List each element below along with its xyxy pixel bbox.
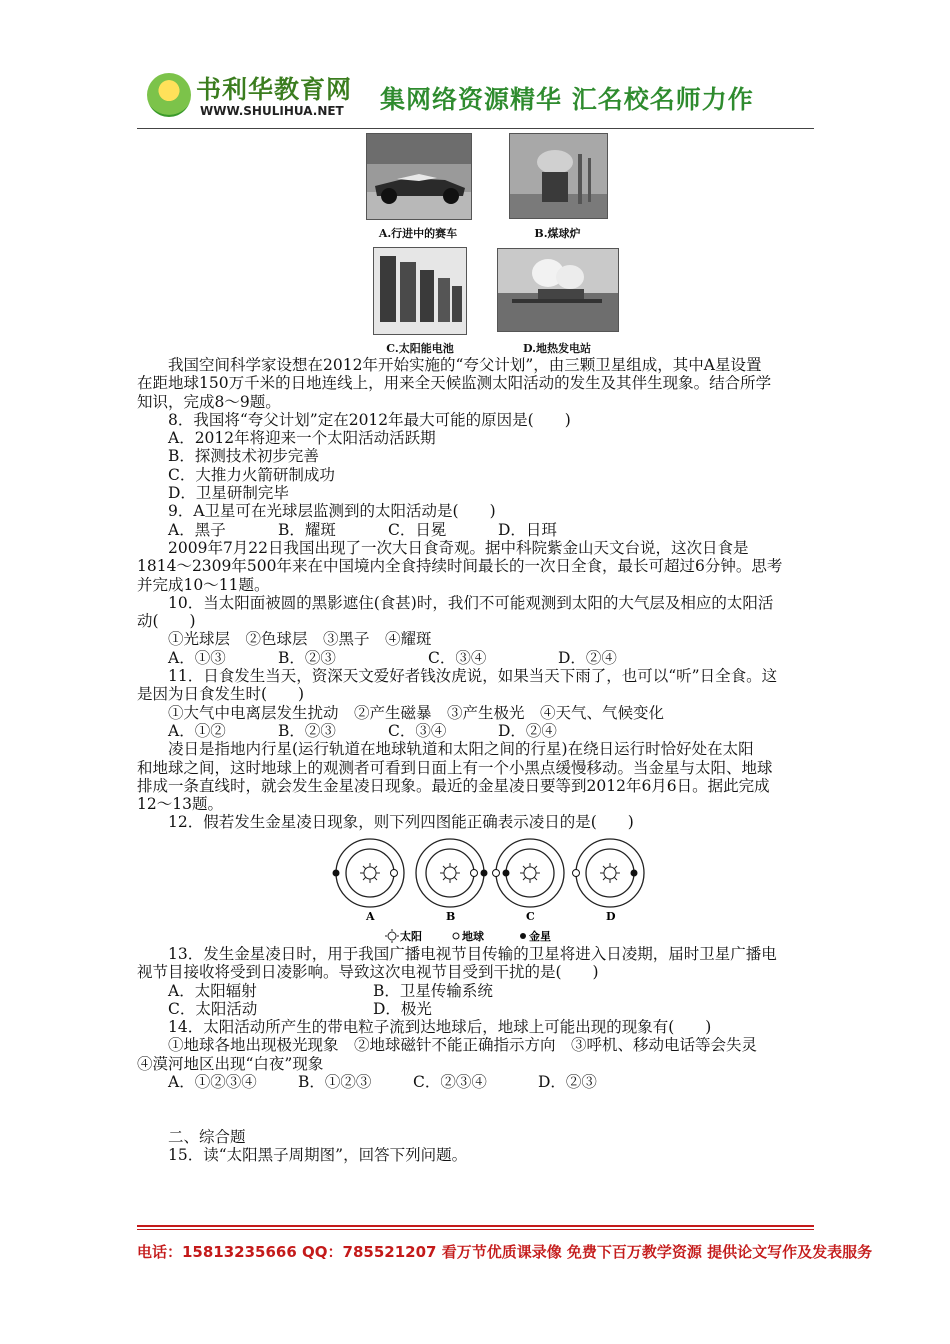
question-10-options	[137, 649, 817, 667]
diagram-label-b: B	[446, 910, 456, 923]
question-13-stem-cont: 视节目接收将受到日凌影响。导致这次电视节目受到干扰的是( )	[137, 963, 599, 982]
question-body	[137, 356, 817, 832]
question-9-option-c: C．日冕	[388, 520, 447, 539]
question-14-items-cont: ④漠河地区出现“白夜”现象	[137, 1054, 324, 1073]
earth-icon	[453, 933, 459, 939]
venus-dot	[333, 870, 340, 877]
diagram-option-d	[573, 839, 645, 923]
question-body-2	[137, 945, 817, 1091]
question-14-option-d: D．②③	[538, 1073, 597, 1092]
question-11-items: ①大气中电离层发生扰动 ②产生磁暴 ③产生极光 ④天气、气候变化	[168, 703, 665, 722]
question-14-option-c: C．②③④	[413, 1073, 487, 1092]
footer-contact: 电话：15813235666 QQ：785521207 看万节优质课录像 免费下百万教学资源 提供论文写作及发表服务	[137, 1243, 873, 1261]
question-13-option-a: A．太阳辐射	[168, 981, 257, 1000]
photo-caption-d: D.地热发电站	[523, 342, 591, 355]
earth-dot	[471, 870, 478, 877]
diagram-label-a: A	[366, 910, 375, 923]
question-11-option-a: A．①②	[168, 721, 226, 740]
photo-caption-a: A.行进中的赛车	[378, 227, 458, 240]
question-14-stem: 14．太阳活动所产生的带电粒子流到达地球后，地球上可能出现的现象有( )	[168, 1018, 712, 1037]
question-8-option-b: B．探测技术初步完善	[168, 447, 319, 466]
question-10-option-a: A．①③	[168, 648, 226, 667]
legend-sun-label: 太阳	[400, 930, 422, 943]
diagram-label-d: D	[606, 910, 616, 923]
sun-icon	[600, 863, 620, 883]
question-11-option-d: D．②④	[498, 721, 557, 740]
section-comprehensive	[168, 1128, 467, 1165]
photo-solar-cells	[373, 247, 467, 335]
question-10-option-c: C．③④	[428, 648, 487, 667]
question-13-option-c: C．太阳活动	[168, 999, 258, 1018]
earth-dot	[493, 870, 500, 877]
passage-line: 并完成10～11题。	[137, 575, 270, 594]
question-9-stem: 9．A卫星可在光球层监测到的太阳活动是( )	[168, 502, 496, 521]
footer-divider	[137, 1225, 814, 1227]
site-brand: 书利华教育网	[196, 75, 353, 104]
question-10-option-b: B．②③	[278, 648, 336, 667]
question-13-stem: 13．发生金星凌日时，用于我国广播电视节目传输的卫星将进入日凌期，届时卫星广播电	[168, 945, 777, 963]
legend-venus-label: 金星	[529, 930, 551, 943]
question-10-items: ①光球层 ②色球层 ③黑子 ④耀斑	[168, 630, 432, 649]
section-title: 二、综合题	[168, 1128, 246, 1146]
diagram-option-b	[416, 839, 488, 923]
sun-icon	[440, 863, 460, 883]
photo-coal-stove	[509, 133, 608, 219]
passage-line: 和地球之间，这时地球上的观测者可看到日面上有一个小黑点缓慢移动。当金星与太阳、地球	[137, 758, 773, 777]
passage-line: 排成一条直线时，就会发生金星凌日现象。最近的金星凌日要等到2012年6月6日。据此完成	[137, 776, 770, 795]
question-13-option-d: D．极光	[373, 999, 432, 1018]
venus-icon	[520, 933, 526, 939]
question-9-option-a: A．黑子	[168, 520, 226, 539]
question-15-stem: 15．读“太阳黑子周期图”，回答下列问题。	[168, 1146, 468, 1165]
question-10-stem-cont: 动( )	[137, 612, 196, 631]
question-13-options-row1	[137, 982, 817, 1000]
question-9-options	[137, 521, 817, 539]
site-logo	[147, 73, 191, 117]
photo-geothermal-plant	[497, 248, 619, 332]
diagram-option-a	[333, 839, 405, 923]
legend-earth-label: 地球	[462, 930, 484, 943]
passage-line: 12～13题。	[137, 795, 223, 814]
question-13-option-b: B．卫星传输系统	[373, 981, 493, 1000]
diagram-label-c: C	[526, 910, 535, 923]
question-11-stem: 11．日食发生当天，资深天文爱好者钱汝虎说，如果当天下雨了，也可以“听”日全食。这	[168, 667, 778, 686]
earth-dot	[573, 870, 580, 877]
photo-caption-c: C.太阳能电池	[386, 342, 454, 355]
passage-line: 知识，完成8～9题。	[137, 392, 281, 411]
passage-line: 1814～2309年500年来在中国境内全食持续时间最长的一次日全食，最长可超过6分钟。思考	[137, 557, 783, 576]
sun-icon	[385, 929, 399, 943]
venus-dot	[503, 870, 510, 877]
sun-icon	[360, 863, 380, 883]
footer-divider-thin	[137, 1229, 814, 1230]
photo-race-car	[366, 133, 472, 220]
question-8-option-d: D．卫星研制完毕	[168, 484, 289, 503]
passage-line: 凌日是指地内行星(运行轨道在地球轨道和太阳之间的行星)在绕日运行时恰好处在太阳	[168, 740, 754, 759]
question-10-stem: 10．当太阳面被圆的黑影遮住(食甚)时，我们不可能观测到太阳的大气层及相应的太阳活	[168, 593, 774, 612]
passage-line: 我国空间科学家设想在2012年开始实施的“夸父计划”，由三颗卫星组成，其中A星设置	[168, 356, 762, 374]
venus-transit-diagram	[330, 838, 650, 948]
question-9-option-b: B．耀斑	[278, 520, 336, 539]
question-11-option-b: B．②③	[278, 721, 336, 740]
question-14-option-a: A．①②③④	[168, 1073, 257, 1092]
passage-line: 在距地球150万千米的日地连线上，用来全天候监测太阳活动的发生及其伴生现象。结合所学	[137, 374, 772, 393]
site-url: WWW.SHULIHUA.NET	[200, 104, 344, 118]
earth-dot	[391, 870, 398, 877]
site-slogan: 集网络资源精华 汇名校名师力作	[380, 85, 754, 114]
question-9-option-d: D．日珥	[498, 520, 557, 539]
question-11-stem-cont: 是因为日食发生时( )	[137, 685, 305, 704]
photo-caption-b: B.煤球炉	[534, 227, 581, 240]
passage-line: 2009年7月22日我国出现了一次大日食奇观。据中科院紫金山天文台说，这次日食是	[168, 538, 749, 557]
sun-icon	[520, 863, 540, 883]
question-11-options	[137, 722, 817, 740]
venus-dot	[481, 870, 488, 877]
diagram-legend	[385, 929, 551, 943]
question-14-options	[137, 1073, 817, 1091]
question-11-option-c: C．③④	[388, 721, 447, 740]
question-14-items: ①地球各地出现极光现象 ②地球磁针不能正确指示方向 ③呼机、移动电话等会失灵	[168, 1036, 758, 1055]
header-divider	[137, 128, 814, 129]
question-12-stem: 12．假若发生金星凌日现象，则下列四图能正确表示凌日的是( )	[168, 813, 634, 832]
question-8-stem: 8．我国将“夸父计划”定在2012年最大可能的原因是( )	[168, 410, 571, 429]
question-8-option-a: A．2012年将迎来一个太阳活动活跃期	[168, 429, 436, 448]
diagram-option-c	[493, 839, 565, 923]
question-10-option-d: D．②④	[558, 648, 617, 667]
question-8-option-c: C．大推力火箭研制成功	[168, 465, 335, 484]
venus-dot	[631, 870, 638, 877]
question-13-options-row2	[137, 1000, 817, 1018]
question-14-option-b: B．①②③	[298, 1073, 372, 1092]
